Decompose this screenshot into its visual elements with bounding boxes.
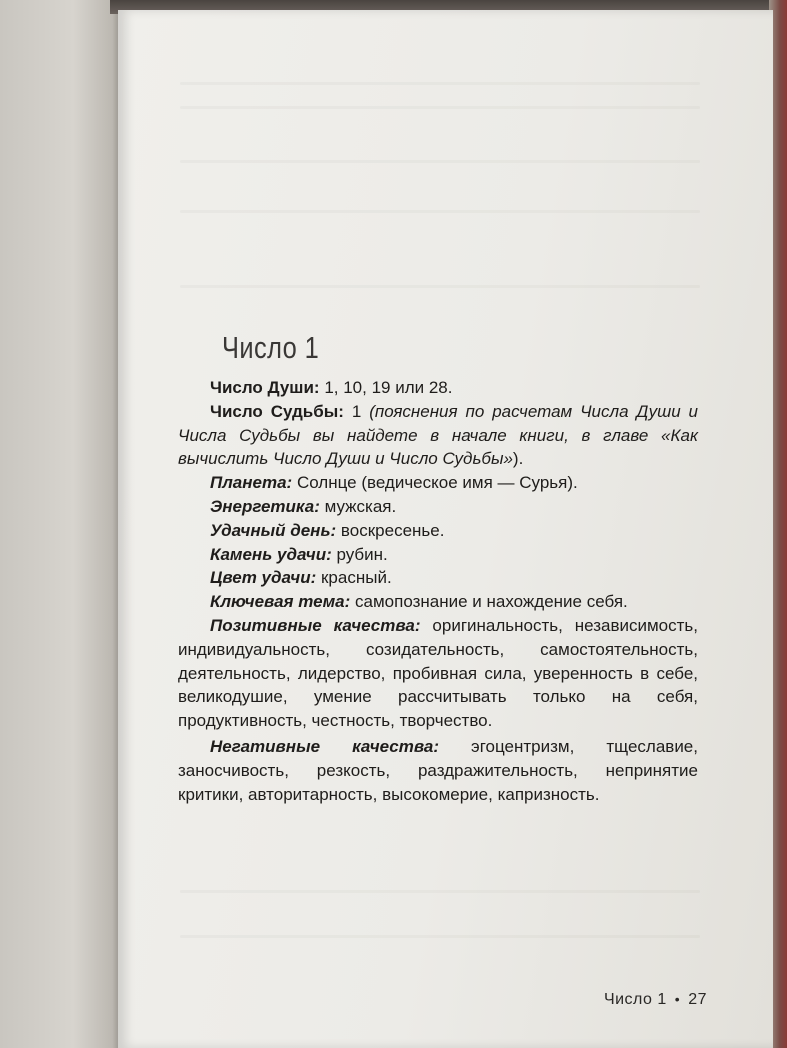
lucky-day-line	[178, 519, 698, 543]
show-through	[180, 210, 700, 213]
destiny-number-line	[178, 400, 698, 471]
soul-number-value: 1, 10, 19 или 28.	[319, 378, 453, 397]
lucky-stone-line	[178, 543, 698, 567]
energy-line	[178, 495, 698, 519]
destiny-number-note: (пояснения по расчетам Числа Души и Числа Судьбы вы найдете в начале книги, в главе «Как вычислить Число Души и Число Судьбы»	[178, 401, 699, 469]
show-through	[180, 82, 700, 85]
show-through	[180, 160, 700, 163]
key-theme-value: самопознание и нахождение себя.	[350, 592, 628, 612]
show-through	[180, 106, 700, 109]
running-title: Число 1	[603, 991, 667, 1008]
positive-qualities-label: Позитивные качества:	[210, 615, 421, 635]
soul-number-line	[178, 376, 698, 400]
key-theme-line	[178, 590, 698, 614]
lucky-color-line	[178, 566, 698, 590]
show-through	[180, 285, 700, 288]
positive-qualities	[178, 614, 698, 733]
planet-value: Солнце (ведическое имя — Сурья).	[292, 473, 578, 493]
lucky-day-label: Удачный день:	[210, 520, 337, 540]
soul-number-label: Число Души:	[210, 378, 320, 397]
negative-qualities-label: Негативные качества:	[210, 736, 440, 756]
page-footer	[604, 991, 707, 1009]
facing-page	[0, 0, 122, 1048]
destiny-number-value: 1	[343, 401, 370, 421]
show-through	[180, 935, 700, 938]
negative-qualities	[178, 735, 698, 806]
positive-qualities-value: оригинальность, независимость, индивидуальность, созидательность, самостоятельность, деятельность, лидерство, пробивная сила, уверенность в себе, великодушие, умение рассчитывать только на себя, продуктивность, честность, творчество.	[178, 615, 698, 731]
destiny-number-label: Число Судьбы:	[210, 401, 344, 421]
chapter-body	[178, 376, 698, 806]
key-theme-label: Ключевая тема:	[210, 592, 351, 612]
chapter-title: Число 1	[222, 330, 320, 365]
planet-label: Планета:	[210, 473, 293, 493]
lucky-day-value: воскресенье.	[336, 520, 445, 540]
show-through	[180, 890, 700, 893]
energy-label: Энергетика:	[210, 496, 320, 516]
lucky-color-value: красный.	[316, 568, 392, 588]
destiny-number-tail: ).	[512, 449, 524, 469]
planet-line	[178, 471, 698, 495]
negative-qualities-value: эгоцентризм, тщеславие, заносчивость, резкость, раздражительность, непринятие критики, авторитарность, высокомерие, капризность.	[178, 736, 698, 804]
page-number: 27	[688, 991, 707, 1008]
lucky-stone-value: рубин.	[331, 544, 388, 564]
lucky-stone-label: Камень удачи:	[210, 544, 332, 564]
energy-value: мужская.	[319, 496, 397, 516]
lucky-color-label: Цвет удачи:	[210, 568, 317, 588]
footer-bullet: •	[674, 991, 681, 1007]
